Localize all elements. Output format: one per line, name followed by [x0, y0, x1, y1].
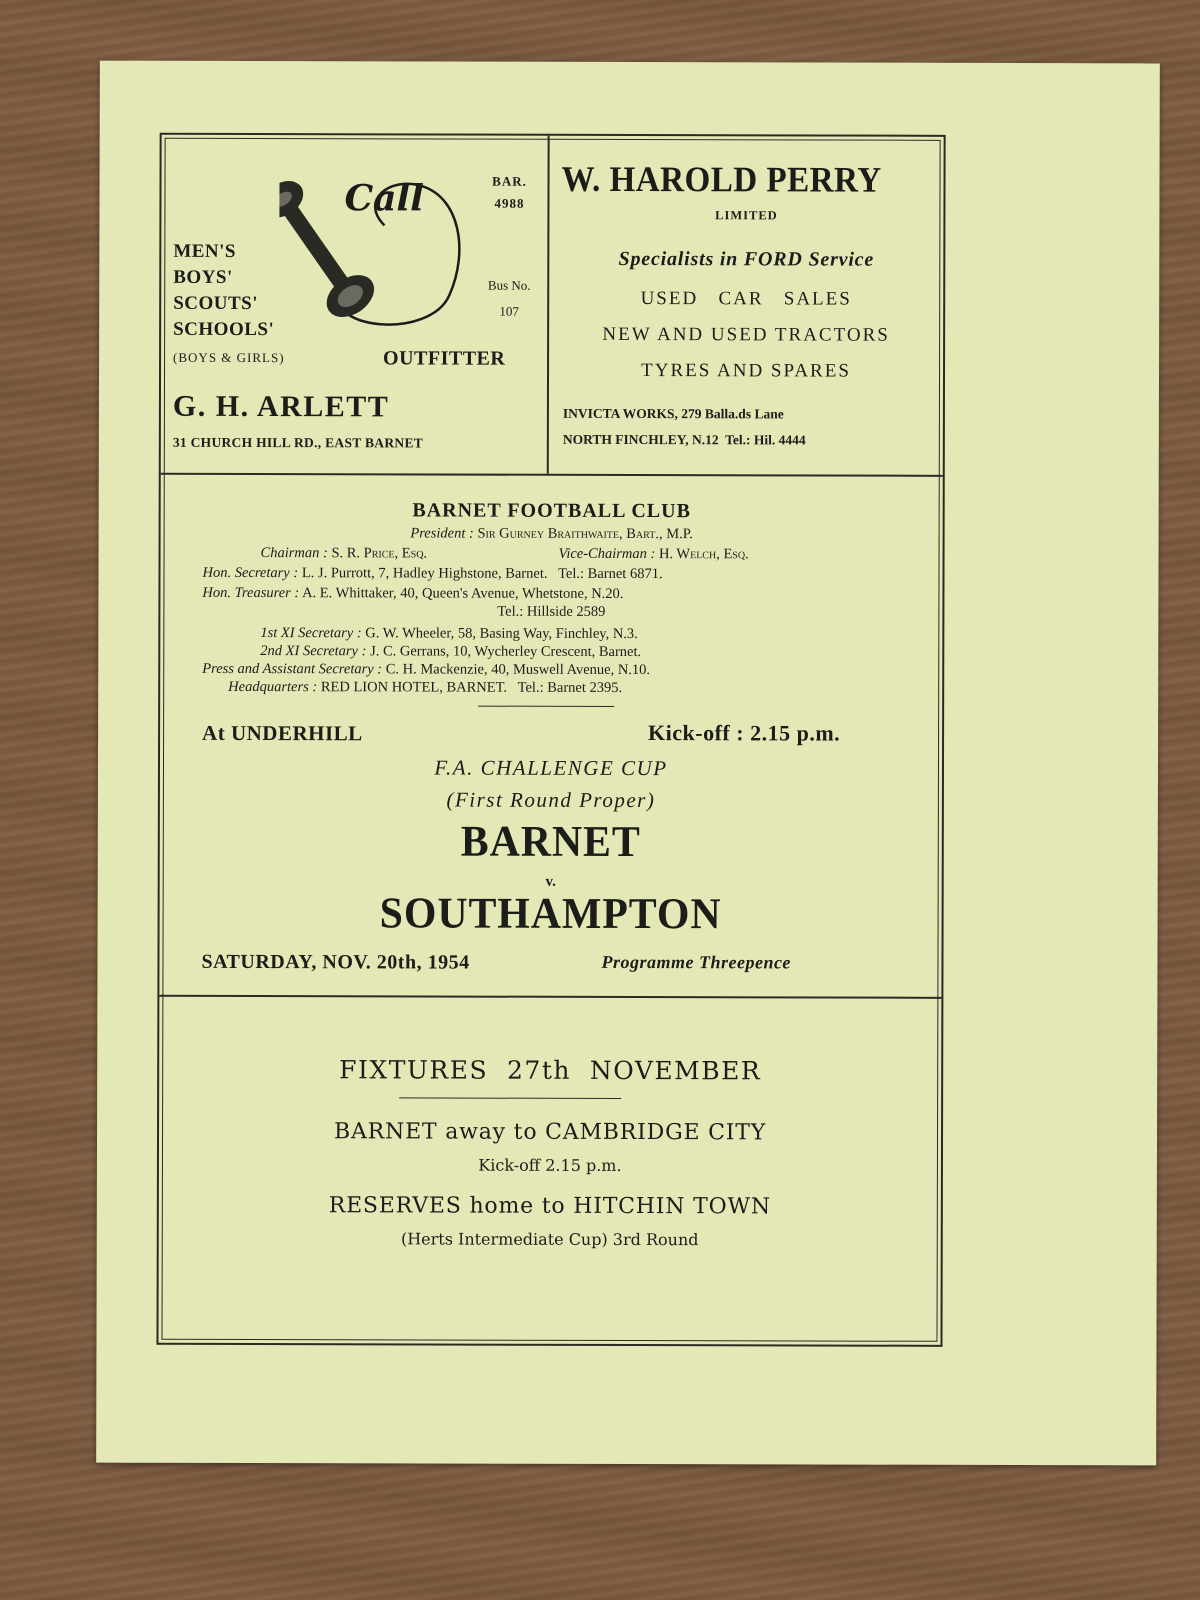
outfitter-label: OUTFITTER: [383, 347, 506, 370]
line-scouts: SCOUTS': [173, 292, 259, 315]
kickoff: Kick-off : 2.15 p.m.: [648, 720, 841, 746]
advert-arlett: [161, 135, 548, 474]
perry-used-cars: USED CAR SALES: [640, 288, 852, 310]
line-boys: BOYS': [173, 266, 233, 288]
page-border: [156, 133, 945, 1347]
hq-label: Headquarters :: [228, 678, 318, 696]
first-xi-line: [260, 625, 638, 643]
perry-address-2: NORTH FINCHLEY, N.12 Tel.: Hil. 4444: [562, 431, 806, 448]
perry-tractors: NEW AND USED TRACTORS: [602, 323, 890, 346]
bus-number: 107: [499, 303, 519, 319]
short-divider: [478, 706, 614, 707]
round: (First Round Proper): [446, 787, 656, 813]
second-xi-value: J. C. Gerrans, 10, Wycherley Crescent, Barnet.: [370, 643, 642, 661]
press-line: [202, 661, 650, 679]
perry-name: W. HAROLD PERRY: [561, 158, 882, 200]
second-xi-label: 2nd XI Secretary :: [260, 643, 367, 660]
home-team: BARNET: [460, 816, 641, 867]
away-team: SOUTHAMPTON: [379, 888, 722, 939]
hq-line: [228, 679, 622, 697]
first-team-kickoff: Kick-off 2.15 p.m.: [478, 1155, 622, 1175]
line-mens: MEN'S: [173, 240, 237, 262]
press-label: Press and Assistant Secretary :: [202, 660, 383, 678]
chairman-line: [261, 545, 428, 562]
first-xi-label: 1st XI Secretary :: [260, 625, 362, 642]
vice-chairman-label: Vice-Chairman :: [558, 545, 656, 563]
line-schools: SCHOOLS': [173, 318, 275, 341]
arlett-address: 31 CHURCH HILL RD., EAST BARNET: [172, 434, 424, 451]
club-section: [159, 475, 942, 997]
bus-label: Bus No.: [487, 277, 531, 293]
treasurer-line: [202, 585, 623, 603]
secretary-value: L. J. Purrott, 7, Hadley Highstone, Barnet. Tel.: Barnet 6871.: [301, 565, 663, 583]
president-value: Sir Gurney Braithwaite, Bart., M.P.: [477, 525, 693, 543]
reserves-competition: (Herts Intermediate Cup) 3rd Round: [400, 1229, 699, 1250]
press-value: C. H. Mackenzie, 40, Muswell Avenue, N.10.: [385, 661, 651, 679]
perry-address-1: INVICTA WORKS, 279 Balla.ds Lane: [562, 405, 784, 422]
president-line: [161, 525, 943, 544]
bar-label: BAR.: [492, 173, 527, 189]
vice-chairman-value: H. Welch, Esq.: [658, 546, 749, 563]
treasurer-label: Hon. Treasurer :: [202, 584, 300, 602]
versus: v.: [545, 873, 556, 890]
advert-perry: [549, 136, 944, 475]
arlett-name: G. H. ARLETT: [172, 389, 390, 424]
chairman-value: S. R. Price, Esq.: [331, 545, 428, 562]
bar-number: 4988: [494, 195, 525, 211]
programme-price: Programme Threepence: [601, 951, 791, 973]
secretary-line: [202, 565, 662, 583]
treasurer-tel: Tel.: Hillside 2589: [497, 603, 606, 620]
treasurer-value: A. E. Whittaker, 40, Queen's Avenue, Whetstone, N.20.: [302, 585, 624, 602]
chairman-label: Chairman :: [260, 545, 328, 562]
perry-specialists: Specialists in FORD Service: [618, 247, 875, 271]
fixtures-section: [158, 997, 941, 1341]
perry-limited: LIMITED: [715, 208, 778, 223]
venue: At UNDERHILL: [202, 720, 363, 746]
hq-value: RED LION HOTEL, BARNET. Tel.: Barnet 2395.: [320, 679, 623, 696]
president-label: President :: [410, 525, 474, 542]
match-date: SATURDAY, NOV. 20th, 1954: [201, 950, 470, 974]
second-xi-line: [260, 643, 641, 661]
line-boys-girls: (BOYS & GIRLS): [173, 349, 285, 366]
fixtures-title: FIXTURES 27th NOVEMBER: [339, 1055, 762, 1086]
fixtures-divider: [399, 1097, 621, 1099]
reserves-fixture: RESERVES home to HITCHIN TOWN: [328, 1193, 771, 1220]
perry-tyres: TYRES AND SPARES: [641, 360, 851, 382]
first-team-fixture: BARNET away to CAMBRIDGE CITY: [333, 1119, 767, 1146]
secretary-label: Hon. Secretary :: [202, 564, 299, 582]
call-script-text: Call: [344, 177, 424, 220]
vice-chairman-line: [559, 546, 749, 563]
first-xi-value: G. W. Wheeler, 58, Basing Way, Finchley, N.3.: [365, 625, 638, 643]
programme-cover: [96, 61, 1160, 1466]
club-title: BARNET FOOTBALL CLUB: [412, 499, 691, 523]
competition: F.A. CHALLENGE CUP: [434, 755, 668, 781]
